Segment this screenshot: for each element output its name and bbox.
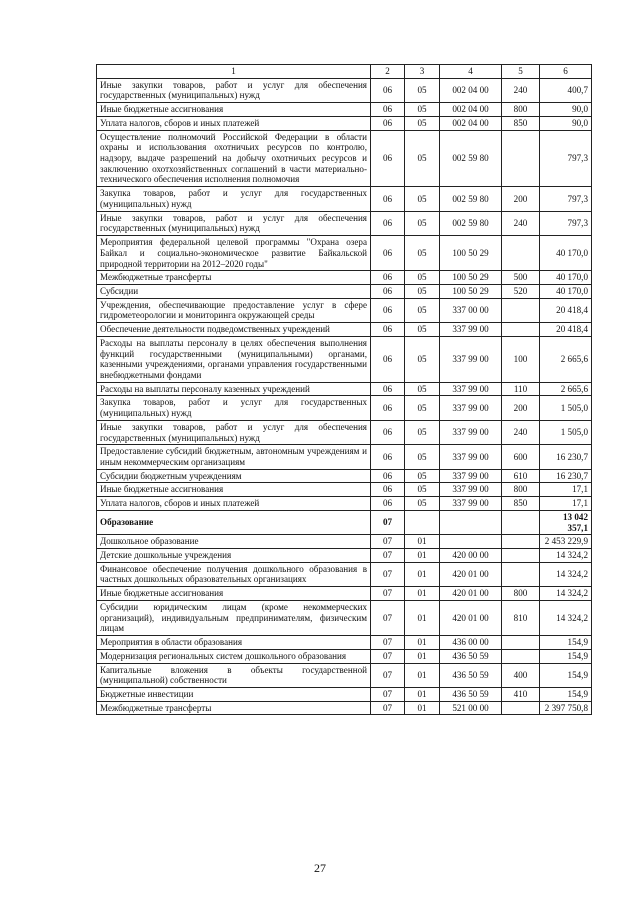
table-row — [97, 535, 592, 549]
table-row — [97, 649, 592, 663]
row-subsection-cell: 05 — [405, 187, 440, 211]
row-section-cell: 06 — [371, 236, 405, 271]
row-section-cell: 06 — [371, 323, 405, 337]
row-name-cell: Дошкольное образование — [97, 535, 371, 549]
table-row — [97, 211, 592, 235]
table-row — [97, 284, 592, 298]
row-subsection-cell: 05 — [405, 236, 440, 271]
table-row — [97, 323, 592, 337]
row-name-cell: Межбюджетные трансферты — [97, 701, 371, 715]
row-amount-cell: 154,9 — [540, 663, 592, 687]
row-subsection-cell: 05 — [405, 103, 440, 117]
row-amount-cell: 154,9 — [540, 649, 592, 663]
row-subsection-cell: 05 — [405, 130, 440, 187]
row-name-cell: Иные бюджетные ассигнования — [97, 103, 371, 117]
row-name-cell: Субсидии — [97, 284, 371, 298]
row-expense-type-cell — [502, 510, 540, 534]
row-section-cell: 06 — [371, 396, 405, 420]
row-amount-cell: 13 042 357,1 — [540, 510, 592, 534]
row-expense-type-cell: 600 — [502, 445, 540, 469]
row-expense-type-cell: 850 — [502, 116, 540, 130]
table-row — [97, 600, 592, 635]
row-amount-cell: 40 170,0 — [540, 271, 592, 285]
row-name-cell: Капитальные вложения в объекты государственной (муниципальной) собственности — [97, 663, 371, 687]
row-expense-type-cell — [502, 649, 540, 663]
row-subsection-cell: 05 — [405, 420, 440, 444]
table-row — [97, 336, 592, 382]
row-expense-type-cell: 800 — [502, 483, 540, 497]
row-expense-type-cell: 800 — [502, 103, 540, 117]
row-amount-cell: 20 418,4 — [540, 323, 592, 337]
row-name-cell: Уплата налогов, сборов и иных платежей — [97, 497, 371, 511]
row-amount-cell: 14 324,2 — [540, 549, 592, 563]
row-amount-cell: 90,0 — [540, 116, 592, 130]
row-target-article-cell: 420 01 00 — [440, 562, 502, 586]
row-target-article-cell: 436 50 59 — [440, 663, 502, 687]
row-subsection-cell: 05 — [405, 78, 440, 102]
row-amount-cell: 14 324,2 — [540, 587, 592, 601]
row-amount-cell: 40 170,0 — [540, 284, 592, 298]
row-amount-cell: 797,3 — [540, 187, 592, 211]
table-row — [97, 382, 592, 396]
row-subsection-cell: 05 — [405, 497, 440, 511]
row-amount-cell: 2 453 229,9 — [540, 535, 592, 549]
row-name-cell: Субсидии бюджетным учреждениям — [97, 469, 371, 483]
row-section-cell: 06 — [371, 483, 405, 497]
row-name-cell: Уплата налогов, сборов и иных платежей — [97, 116, 371, 130]
row-subsection-cell: 05 — [405, 483, 440, 497]
table-row — [97, 298, 592, 322]
page-number: 27 — [314, 861, 326, 875]
row-amount-cell: 17,1 — [540, 483, 592, 497]
row-name-cell: Иные закупки товаров, работ и услуг для обеспечения государственных (муниципальных) нужд — [97, 78, 371, 102]
row-section-cell: 06 — [371, 336, 405, 382]
row-subsection-cell: 05 — [405, 382, 440, 396]
row-expense-type-cell — [502, 130, 540, 187]
table-row — [97, 497, 592, 511]
row-expense-type-cell: 240 — [502, 78, 540, 102]
row-name-cell: Детские дошкольные учреждения — [97, 549, 371, 563]
table-header-row — [97, 65, 592, 79]
row-subsection-cell: 01 — [405, 649, 440, 663]
row-target-article-cell: 436 50 59 — [440, 687, 502, 701]
row-expense-type-cell — [502, 562, 540, 586]
row-subsection-cell: 05 — [405, 298, 440, 322]
row-amount-cell: 797,3 — [540, 211, 592, 235]
row-expense-type-cell — [502, 298, 540, 322]
row-expense-type-cell — [502, 236, 540, 271]
row-name-cell: Межбюджетные трансферты — [97, 271, 371, 285]
row-section-cell: 07 — [371, 687, 405, 701]
row-amount-cell: 14 324,2 — [540, 600, 592, 635]
row-section-cell: 06 — [371, 469, 405, 483]
row-amount-cell: 2 397 750,8 — [540, 701, 592, 715]
row-expense-type-cell — [502, 701, 540, 715]
row-section-cell: 07 — [371, 663, 405, 687]
row-subsection-cell: 01 — [405, 600, 440, 635]
header-cell-4: 4 — [440, 65, 502, 79]
row-name-cell: Мероприятия в области образования — [97, 636, 371, 650]
row-section-cell: 06 — [371, 103, 405, 117]
row-subsection-cell: 01 — [405, 549, 440, 563]
row-name-cell: Предоставление субсидий бюджетным, автономным учреждениям и иным некоммерческим организациям — [97, 445, 371, 469]
row-expense-type-cell: 500 — [502, 271, 540, 285]
row-expense-type-cell: 200 — [502, 187, 540, 211]
row-name-cell: Финансовое обеспечение получения дошкольного образования в частных дошкольных образовательных организациях — [97, 562, 371, 586]
row-expense-type-cell — [502, 549, 540, 563]
row-target-article-cell — [440, 535, 502, 549]
row-amount-cell: 400,7 — [540, 78, 592, 102]
table-row — [97, 663, 592, 687]
row-name-cell: Закупка товаров, работ и услуг для государственных (муниципальных) нужд — [97, 396, 371, 420]
row-section-cell: 07 — [371, 549, 405, 563]
header-cell-3: 3 — [405, 65, 440, 79]
table-row — [97, 78, 592, 102]
row-expense-type-cell — [502, 636, 540, 650]
row-section-cell: 06 — [371, 298, 405, 322]
row-subsection-cell: 01 — [405, 636, 440, 650]
row-amount-cell: 2 665,6 — [540, 382, 592, 396]
row-expense-type-cell: 610 — [502, 469, 540, 483]
row-expense-type-cell: 110 — [502, 382, 540, 396]
row-subsection-cell: 05 — [405, 336, 440, 382]
row-target-article-cell: 436 00 00 — [440, 636, 502, 650]
row-amount-cell: 154,9 — [540, 636, 592, 650]
row-target-article-cell: 420 01 00 — [440, 587, 502, 601]
row-section-cell: 07 — [371, 535, 405, 549]
table-row — [97, 420, 592, 444]
table-row — [97, 236, 592, 271]
row-amount-cell: 797,3 — [540, 130, 592, 187]
row-subsection-cell: 05 — [405, 271, 440, 285]
row-section-cell: 06 — [371, 420, 405, 444]
row-section-cell: 07 — [371, 562, 405, 586]
table-row — [97, 103, 592, 117]
row-expense-type-cell: 240 — [502, 211, 540, 235]
row-amount-cell: 1 505,0 — [540, 396, 592, 420]
budget-table — [96, 64, 592, 715]
row-section-cell: 07 — [371, 701, 405, 715]
row-amount-cell: 154,9 — [540, 687, 592, 701]
row-section-cell: 06 — [371, 187, 405, 211]
row-amount-cell: 16 230,7 — [540, 469, 592, 483]
row-expense-type-cell — [502, 323, 540, 337]
row-section-cell: 06 — [371, 130, 405, 187]
row-subsection-cell: 01 — [405, 535, 440, 549]
row-name-cell: Бюджетные инвестиции — [97, 687, 371, 701]
row-amount-cell: 16 230,7 — [540, 445, 592, 469]
table-row — [97, 130, 592, 187]
row-section-cell: 06 — [371, 497, 405, 511]
row-expense-type-cell: 410 — [502, 687, 540, 701]
row-amount-cell: 90,0 — [540, 103, 592, 117]
row-target-article-cell: 337 99 00 — [440, 420, 502, 444]
row-section-cell: 06 — [371, 211, 405, 235]
row-subsection-cell: 01 — [405, 562, 440, 586]
row-amount-cell: 1 505,0 — [540, 420, 592, 444]
row-target-article-cell: 002 59 80 — [440, 130, 502, 187]
row-name-cell: Мероприятия федеральной целевой программы "Охрана озера Байкал и социально-экономическое развитие Байкальской природной территории на 2012–2020 годы" — [97, 236, 371, 271]
row-name-cell: Иные закупки товаров, работ и услуг для обеспечения государственных (муниципальных) нужд — [97, 211, 371, 235]
row-subsection-cell: 05 — [405, 396, 440, 420]
table-row — [97, 587, 592, 601]
row-section-cell: 07 — [371, 600, 405, 635]
row-target-article-cell: 337 99 00 — [440, 382, 502, 396]
table-row — [97, 483, 592, 497]
row-target-article-cell: 002 59 80 — [440, 211, 502, 235]
row-subsection-cell — [405, 510, 440, 534]
row-subsection-cell: 05 — [405, 284, 440, 298]
row-section-cell: 07 — [371, 636, 405, 650]
row-target-article-cell: 337 99 00 — [440, 336, 502, 382]
row-section-cell: 07 — [371, 649, 405, 663]
row-target-article-cell: 002 04 00 — [440, 78, 502, 102]
row-target-article-cell: 002 04 00 — [440, 116, 502, 130]
table-row — [97, 636, 592, 650]
row-target-article-cell: 436 50 59 — [440, 649, 502, 663]
row-target-article-cell: 420 00 00 — [440, 549, 502, 563]
table-row — [97, 562, 592, 586]
row-subsection-cell: 01 — [405, 587, 440, 601]
row-name-cell: Осуществление полномочий Российской Федерации в области охраны и использования охотничьих ресурсов по контролю, надзору, выдаче разрешений на добычу охотничьих ресурсов и заключению охотхозяйственных соглашений в части материально-технического обеспечения исполнения полномочия — [97, 130, 371, 187]
row-section-cell: 06 — [371, 382, 405, 396]
row-target-article-cell: 100 50 29 — [440, 271, 502, 285]
row-target-article-cell: 002 59 80 — [440, 187, 502, 211]
row-expense-type-cell — [502, 535, 540, 549]
row-name-cell: Иные бюджетные ассигнования — [97, 587, 371, 601]
row-target-article-cell: 002 04 00 — [440, 103, 502, 117]
table-row — [97, 396, 592, 420]
row-section-cell: 07 — [371, 510, 405, 534]
table-row — [97, 445, 592, 469]
table-row — [97, 687, 592, 701]
row-amount-cell: 2 665,6 — [540, 336, 592, 382]
header-cell-1: 1 — [97, 65, 371, 79]
row-subsection-cell: 05 — [405, 211, 440, 235]
row-expense-type-cell: 520 — [502, 284, 540, 298]
row-subsection-cell: 05 — [405, 323, 440, 337]
row-expense-type-cell: 800 — [502, 587, 540, 601]
row-target-article-cell: 100 50 29 — [440, 236, 502, 271]
table-row — [97, 271, 592, 285]
row-target-article-cell — [440, 510, 502, 534]
row-name-cell: Иные закупки товаров, работ и услуг для обеспечения государственных (муниципальных) нужд — [97, 420, 371, 444]
row-target-article-cell: 337 99 00 — [440, 483, 502, 497]
row-target-article-cell: 420 01 00 — [440, 600, 502, 635]
table-row — [97, 549, 592, 563]
row-expense-type-cell: 810 — [502, 600, 540, 635]
row-subsection-cell: 01 — [405, 687, 440, 701]
row-section-cell: 06 — [371, 116, 405, 130]
header-cell-2: 2 — [371, 65, 405, 79]
row-target-article-cell: 521 00 00 — [440, 701, 502, 715]
row-amount-cell: 20 418,4 — [540, 298, 592, 322]
row-expense-type-cell: 240 — [502, 420, 540, 444]
row-target-article-cell: 337 99 00 — [440, 469, 502, 483]
table-row — [97, 701, 592, 715]
row-amount-cell: 17,1 — [540, 497, 592, 511]
header-cell-6: 6 — [540, 65, 592, 79]
row-section-cell: 06 — [371, 445, 405, 469]
row-amount-cell: 14 324,2 — [540, 562, 592, 586]
table-row — [97, 116, 592, 130]
table-row — [97, 187, 592, 211]
row-target-article-cell: 337 00 00 — [440, 298, 502, 322]
row-target-article-cell: 100 50 29 — [440, 284, 502, 298]
row-name-cell: Иные бюджетные ассигнования — [97, 483, 371, 497]
row-amount-cell: 40 170,0 — [540, 236, 592, 271]
row-name-cell: Субсидии юридическим лицам (кроме некоммерческих организаций), индивидуальным предпринимателям, физическим лицам — [97, 600, 371, 635]
row-target-article-cell: 337 99 00 — [440, 445, 502, 469]
row-target-article-cell: 337 99 00 — [440, 323, 502, 337]
row-name-cell: Модернизация региональных систем дошкольного образования — [97, 649, 371, 663]
row-name-cell: Обеспечение деятельности подведомственных учреждений — [97, 323, 371, 337]
row-section-cell: 07 — [371, 587, 405, 601]
row-expense-type-cell: 200 — [502, 396, 540, 420]
row-expense-type-cell: 850 — [502, 497, 540, 511]
row-section-cell: 06 — [371, 271, 405, 285]
row-section-cell: 06 — [371, 284, 405, 298]
row-subsection-cell: 05 — [405, 469, 440, 483]
row-expense-type-cell: 400 — [502, 663, 540, 687]
row-name-cell: Образование — [97, 510, 371, 534]
row-target-article-cell: 337 99 00 — [440, 497, 502, 511]
row-subsection-cell: 05 — [405, 445, 440, 469]
budget-table-body — [97, 65, 592, 715]
row-name-cell: Расходы на выплаты персоналу казенных учреждений — [97, 382, 371, 396]
table-row — [97, 510, 592, 534]
row-name-cell: Закупка товаров, работ и услуг для государственных (муниципальных) нужд — [97, 187, 371, 211]
row-subsection-cell: 01 — [405, 663, 440, 687]
row-name-cell: Расходы на выплаты персоналу в целях обеспечения выполнения функций государственными (муниципальными) органами, казенными учреждениями, органами управления государственными внебюджетными фондами — [97, 336, 371, 382]
row-name-cell: Учреждения, обеспечивающие предоставление услуг в сфере гидрометеорологии и мониторинга окружающей среды — [97, 298, 371, 322]
row-expense-type-cell: 100 — [502, 336, 540, 382]
row-subsection-cell: 01 — [405, 701, 440, 715]
row-section-cell: 06 — [371, 78, 405, 102]
row-target-article-cell: 337 99 00 — [440, 396, 502, 420]
table-row — [97, 469, 592, 483]
header-cell-5: 5 — [502, 65, 540, 79]
row-subsection-cell: 05 — [405, 116, 440, 130]
